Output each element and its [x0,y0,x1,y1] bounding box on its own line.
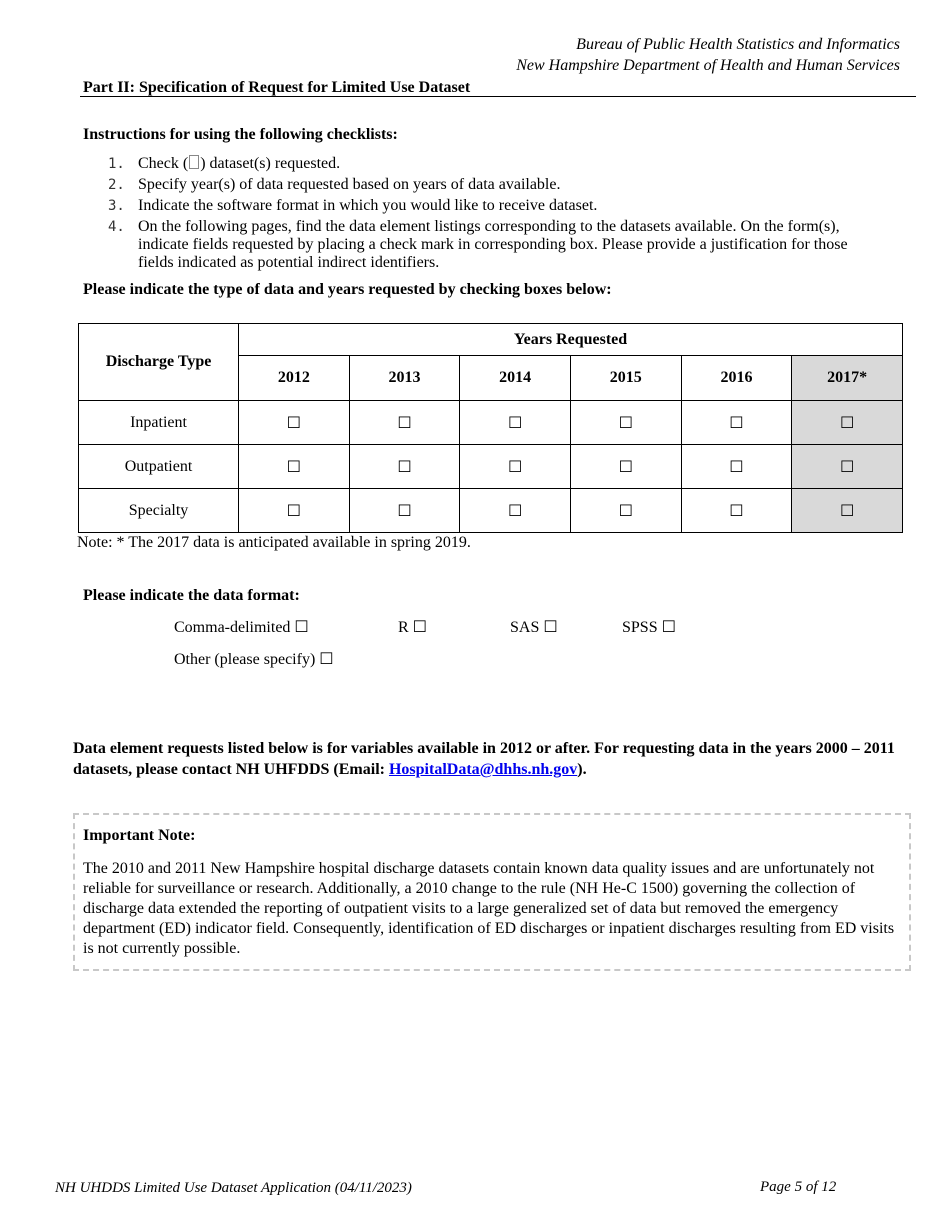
years-requested-header: Years Requested [239,324,903,356]
footer-page-number: Page 5 of 12 [760,1179,837,1195]
instruction-number: 4. [108,219,125,235]
outpatient-2012-checkbox[interactable]: ☐ [286,456,301,476]
checkmark-placeholder-icon [189,155,199,169]
specialty-2017-checkbox[interactable]: ☐ [839,500,855,520]
outpatient-2017-checkbox[interactable]: ☐ [839,456,855,476]
important-note-box [73,813,911,971]
years-heading: Please indicate the type of data and years requested by checking boxes below: [83,281,612,298]
format-sas-checkbox[interactable]: SAS ☐ [510,619,558,636]
row-label-outpatient: Outpatient [79,445,239,489]
instructions-list [108,155,848,275]
format-r-checkbox[interactable]: R ☐ [398,619,428,636]
outpatient-2013-checkbox[interactable]: ☐ [397,456,412,476]
inpatient-2017-checkbox[interactable]: ☐ [839,412,855,432]
part-title: Part II: Specification of Request for Limited Use Dataset [83,79,471,96]
specialty-2016-checkbox[interactable]: ☐ [729,500,744,520]
inpatient-2016-checkbox[interactable]: ☐ [729,412,744,432]
instruction-text: On the following pages, find the data element listings corresponding to the datasets available. On the form(s), indicate fields requested by placing a check mark in corresponding box. Please provide a justification for those fields indicated as potential indirect identifiers. [138,218,848,271]
instruction-item [108,218,848,272]
instruction-text: Specify year(s) of data requested based on years of data available. [138,176,561,193]
specialty-2013-checkbox[interactable]: ☐ [397,500,412,520]
discharge-type-header: Discharge Type [79,324,239,401]
format-comma-delimited-checkbox[interactable]: Comma-delimited ☐ [174,619,309,636]
specialty-2012-checkbox[interactable]: ☐ [286,500,301,520]
part-title-rule [80,96,916,97]
instructions-heading: Instructions for using the following checklists: [83,126,398,143]
year-header: 2015 [570,356,681,401]
email-link[interactable]: HospitalData@dhhs.nh.gov [388,761,578,778]
year-header: 2013 [349,356,460,401]
outpatient-2014-checkbox[interactable]: ☐ [507,456,523,476]
year-header: 2012 [239,356,350,401]
specialty-2014-checkbox[interactable]: ☐ [507,500,523,520]
table-row [79,445,903,489]
header-department: New Hampshire Department of Health and Human Services [516,57,900,74]
row-label-inpatient: Inpatient [79,401,239,445]
instruction-number: 3. [108,198,125,214]
inpatient-2013-checkbox[interactable]: ☐ [397,412,412,432]
row-label-specialty: Specialty [79,489,239,533]
format-other-checkbox[interactable]: Other (please specify) ☐ [174,651,334,668]
instruction-number: 1. [108,156,125,172]
footer-document-title: NH UHDDS Limited Use Dataset Application (04/11/2023) [55,1180,412,1196]
years-requested-table [78,323,903,533]
header-bureau: Bureau of Public Health Statistics and Informatics [576,36,900,53]
outpatient-2015-checkbox[interactable]: ☐ [618,456,633,476]
year-header: 2017* [792,356,903,401]
year-header: 2016 [681,356,792,401]
instruction-text: Check ( ) dataset(s) requested. [138,155,341,172]
year-header: 2014 [460,356,571,401]
format-heading: Please indicate the data format: [83,587,300,604]
format-spss-checkbox[interactable]: SPSS ☐ [622,619,676,636]
specialty-2015-checkbox[interactable]: ☐ [618,500,633,520]
instruction-item [108,197,848,215]
outpatient-2016-checkbox[interactable]: ☐ [729,456,744,476]
page-header [516,34,900,76]
important-note-title: Important Note: [83,827,196,844]
inpatient-2012-checkbox[interactable]: ☐ [286,412,301,432]
table-note: Note: * The 2017 data is anticipated available in spring 2019. [77,534,471,551]
instruction-number: 2. [108,177,125,193]
instruction-item [108,176,848,194]
table-row [79,489,903,533]
inpatient-2014-checkbox[interactable]: ☐ [507,412,523,432]
table-row [79,401,903,445]
important-note-body: The 2010 and 2011 New Hampshire hospital discharge datasets contain known data quality issues and are unfortunately not reliable for surveillance or research. Additionally, a 2010 change to the rule (NH He-C 1500) governing the collection of discharge data extended the reporting of outpatient visits to a large generalized set of data but removed the emergency department (ED) indicator field. Consequently, identification of ED discharges or inpatient discharges resulting from ED visits is not currently possible. [83,860,895,957]
instruction-text: Indicate the software format in which you would like to receive dataset. [138,197,598,214]
inpatient-2015-checkbox[interactable]: ☐ [618,412,633,432]
instruction-item [108,155,848,173]
data-request-paragraph: Data element requests listed below is for variables available in 2012 or after. For requesting data in the years 2000 – 2011 datasets, please contact NH UHFDDS (Email: HospitalData@dhhs.nh.gov). [73,740,895,778]
